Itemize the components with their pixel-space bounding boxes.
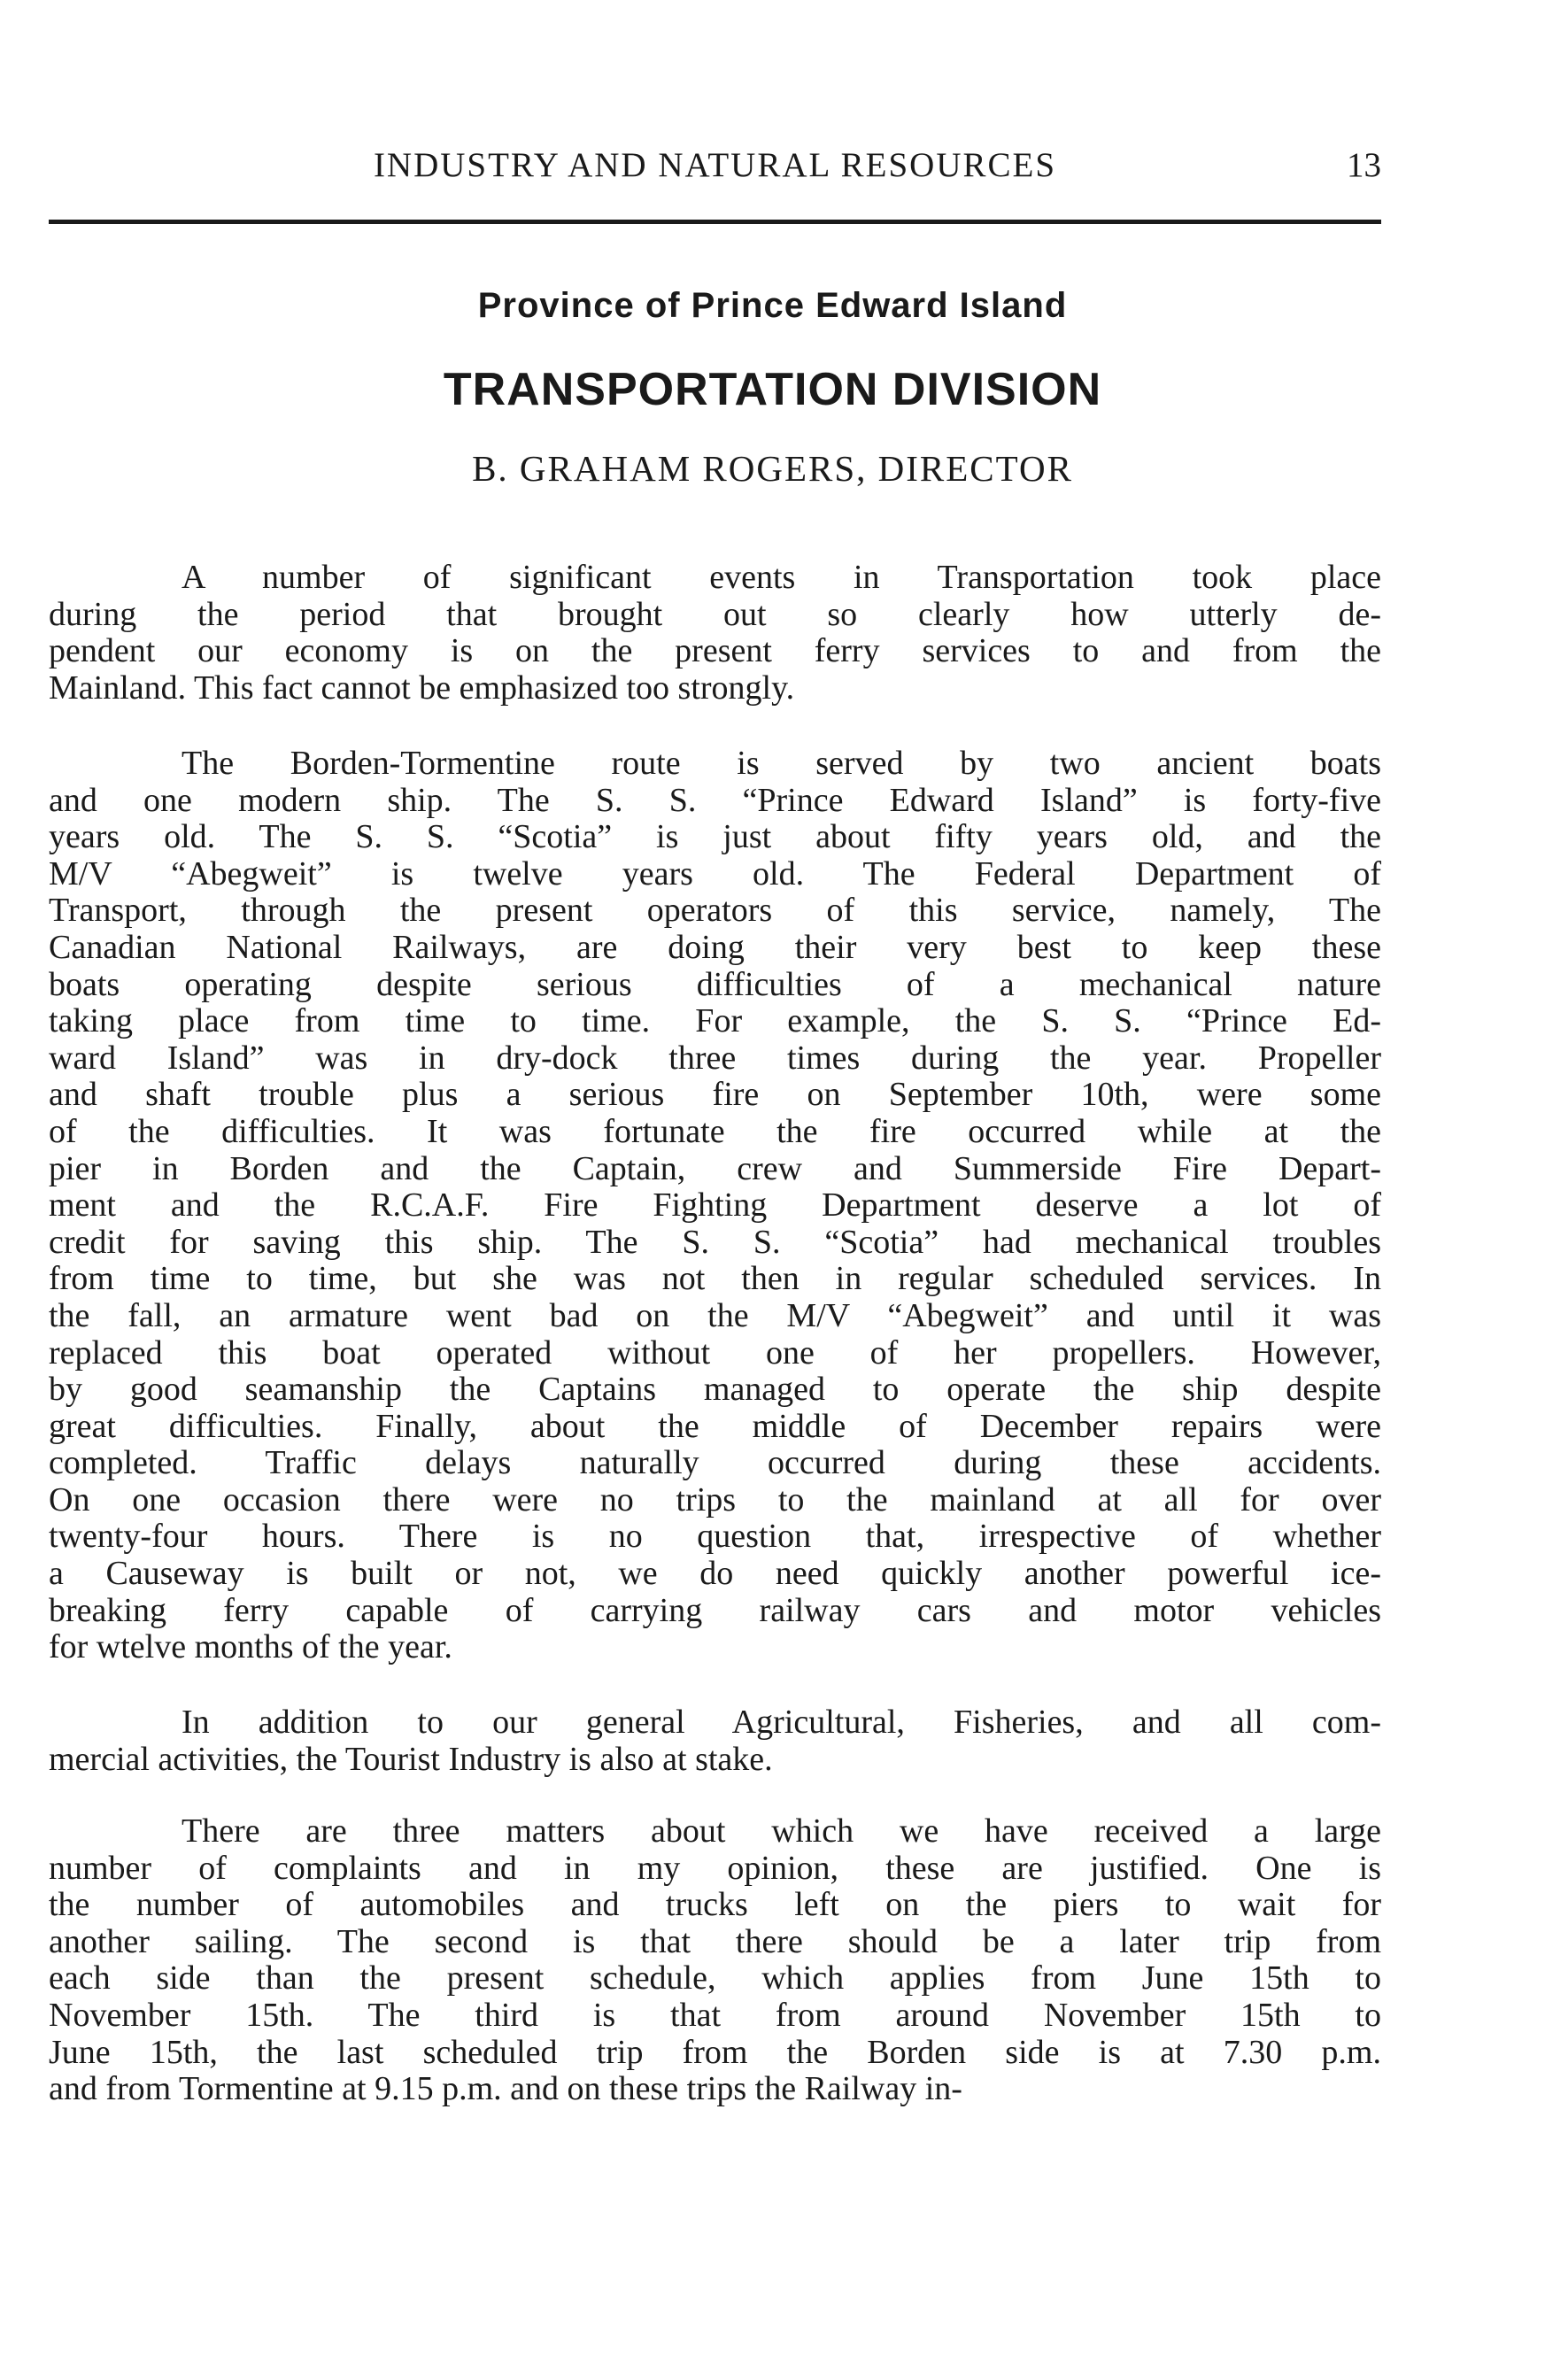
text-line: completed. Traffic delays naturally occurred during these accidents. — [49, 1445, 1381, 1482]
text-line: June 15th, the last scheduled trip from the Borden side is at 7.30 p.m. — [49, 2034, 1381, 2071]
text-line: Canadian National Railways, are doing their very best to keep these — [49, 929, 1381, 966]
text-line: Transport, through the present operators of this service, namely, The — [49, 892, 1381, 930]
text-line: the fall, an armature went bad on the M/V “Abegweit” and until it was — [49, 1297, 1381, 1334]
text-line: of the difficulties. It was fortunate the fire occurred while at the — [49, 1113, 1381, 1150]
text-line: the number of automobiles and trucks left on the piers to wait for — [49, 1887, 1381, 1924]
text-line: pendent our economy is on the present ferry services to and from the — [49, 633, 1381, 670]
text-line: The Borden-Tormentine route is served by two ancient boats — [182, 746, 1381, 782]
text-line: pier in Borden and the Captain, crew and Summerside Fire Depart- — [49, 1150, 1381, 1187]
paragraph — [49, 1704, 1381, 1778]
province-heading: Province of Prince Edward Island — [477, 286, 1068, 325]
text-line: during the period that brought out so clearly how utterly de- — [49, 596, 1381, 633]
text-line: great difficulties. Finally, about the middle of December repairs were — [49, 1408, 1381, 1445]
text-line: credit for saving this ship. The S. S. “Scotia” had mechanical troubles — [49, 1224, 1381, 1261]
text-line: M/V “Abegweit” is twelve years old. The Federal Department of — [49, 855, 1381, 892]
text-line: There are three matters about which we have received a large — [182, 1813, 1381, 1850]
text-line: mercial activities, the Tourist Industry is also at stake. — [49, 1741, 773, 1778]
text-line: breaking ferry capable of carrying railway cars and motor vehicles — [49, 1592, 1381, 1629]
header-rule — [49, 220, 1381, 224]
running-header — [49, 142, 1381, 195]
running-title: INDUSTRY AND NATURAL RESOURCES — [373, 146, 1057, 184]
text-line: by good seamanship the Captains managed to operate the ship despite — [49, 1372, 1381, 1409]
text-line: number of complaints and in my opinion, these are justified. One is — [49, 1850, 1381, 1887]
text-line: a Causeway is built or not, we do need quickly another powerful ice- — [49, 1556, 1381, 1593]
director-byline: B. GRAHAM ROGERS, DIRECTOR — [472, 448, 1073, 489]
text-line: taking place from time to time. For example, the S. S. “Prince Ed- — [49, 1003, 1381, 1040]
division-title: TRANSPORTATION DIVISION — [443, 364, 1102, 415]
text-line: On one occasion there were no trips to the mainland at all for over — [49, 1481, 1381, 1518]
text-line: and from Tormentine at 9.15 p.m. and on these trips the Railway in- — [49, 2071, 962, 2108]
text-line: ment and the R.C.A.F. Fire Fighting Department deserve a lot of — [49, 1187, 1381, 1225]
text-line: years old. The S. S. “Scotia” is just about fifty years old, and the — [49, 819, 1381, 856]
text-line: and shaft trouble plus a serious fire on September 10th, were some — [49, 1077, 1381, 1114]
text-line: each side than the present schedule, which applies from June 15th to — [49, 1960, 1381, 1998]
text-line: twenty-four hours. There is no question that, irrespective of whether — [49, 1518, 1381, 1556]
text-line: A number of significant events in Transportation took place — [182, 560, 1381, 596]
paragraph — [49, 560, 1381, 707]
text-line: In addition to our general Agricultural, Fisheries, and all com- — [182, 1704, 1381, 1741]
page-number: 13 — [1347, 146, 1381, 184]
text-line: from time to time, but she was not then in regular scheduled services. In — [49, 1261, 1381, 1298]
text-line: replaced this boat operated without one of her propellers. However, — [49, 1334, 1381, 1372]
text-line: for wtelve months of the year. — [49, 1629, 452, 1666]
text-line: and one modern ship. The S. S. “Prince Edward Island” is forty-five — [49, 782, 1381, 819]
text-line: Mainland. This fact cannot be emphasized too strongly. — [49, 669, 795, 707]
paragraph — [49, 746, 1381, 1666]
paragraph — [49, 1813, 1381, 2108]
text-line: boats operating despite serious difficulties of a mechanical nature — [49, 966, 1381, 1003]
text-line: ward Island” was in dry-dock three times during the year. Propeller — [49, 1039, 1381, 1077]
text-line: another sailing. The second is that there should be a later trip from — [49, 1923, 1381, 1960]
text-line: November 15th. The third is that from around November 15th to — [49, 1997, 1381, 2034]
